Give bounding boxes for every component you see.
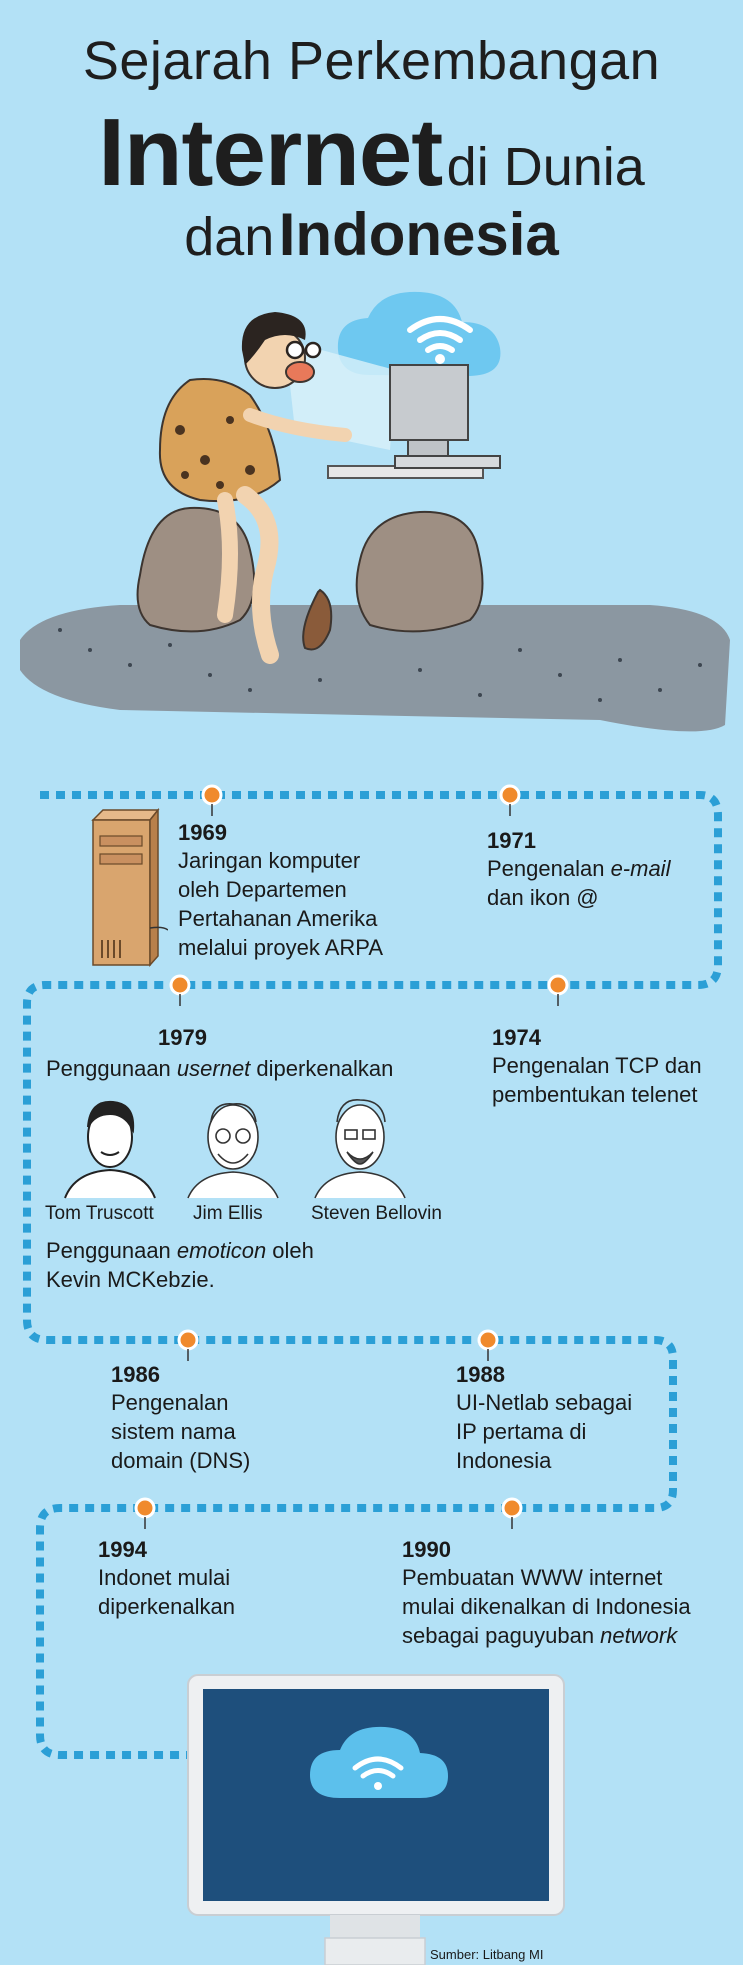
marker-1974 (549, 976, 567, 994)
title-indonesia: Indonesia (278, 201, 559, 268)
title-di-dunia: di Dunia (446, 137, 645, 197)
desc-1971-line2: dan ikon @ (487, 885, 599, 910)
desc-1969-line2: oleh Departemen (178, 877, 347, 902)
event-1994 (98, 1537, 235, 1621)
emoticon-line1: Penggunaan emoticon oleh (46, 1238, 314, 1263)
desc-1990-line3: sebagai paguyuban network (402, 1623, 678, 1648)
desc-1974-line1: Pengenalan TCP dan (492, 1053, 702, 1078)
event-1986 (111, 1362, 250, 1475)
title-line-1: Sejarah Perkembangan (82, 31, 661, 91)
desc-1988-line2: IP pertama di (456, 1419, 587, 1444)
desc-1994-line2: diperkenalkan (98, 1594, 235, 1619)
desc-1969-line3: Pertahanan Amerika (178, 906, 378, 931)
event-1969 (178, 820, 383, 962)
year-1986: 1986 (111, 1362, 160, 1387)
marker-1986 (179, 1331, 197, 1349)
desc-1986-line2: sistem nama (111, 1419, 236, 1444)
name-tom-truscott: Tom Truscott (45, 1203, 154, 1224)
desc-1969-line4: melalui proyek ARPA (178, 935, 384, 960)
emoticon-line2: Kevin MCKebzie. (46, 1267, 215, 1292)
portrait-tom-truscott (65, 1102, 155, 1198)
computer-tower-icon (88, 808, 168, 968)
desc-1969-line1: Jaringan komputer (178, 848, 361, 873)
name-steven-bellovin: Steven Bellovin (311, 1203, 442, 1224)
desc-1990-line2: mulai dikenalkan di Indonesia (402, 1594, 691, 1619)
marker-1979 (171, 976, 189, 994)
desc-1974-line2: pembentukan telenet (492, 1082, 698, 1107)
desc-1986-line3: domain (DNS) (111, 1448, 251, 1473)
marker-1990 (503, 1499, 521, 1517)
marker-1988 (479, 1331, 497, 1349)
monitor-illustration (0, 1670, 743, 1965)
desc-1990-line1: Pembuatan WWW internet (402, 1565, 663, 1590)
source-credit: Sumber: Litbang MI (430, 1947, 544, 1962)
marker-1994 (136, 1499, 154, 1517)
portrait-steven-bellovin (315, 1100, 405, 1198)
year-1988: 1988 (456, 1362, 505, 1387)
emoticon-note (46, 1236, 314, 1294)
year-1979: 1979 (158, 1025, 207, 1050)
title-internet: Internet (98, 99, 443, 206)
desc-1979: Penggunaan usernet diperkenalkan (46, 1056, 394, 1081)
desc-1994-line1: Indonet mulai (98, 1565, 231, 1590)
year-1974: 1974 (492, 1025, 541, 1050)
desc-1986-line1: Pengenalan (111, 1390, 229, 1415)
portrait-jim-ellis (188, 1104, 278, 1198)
desc-1988-line3: Indonesia (456, 1448, 552, 1473)
event-1990 (402, 1537, 691, 1650)
event-1971 (487, 828, 670, 912)
year-1969: 1969 (178, 820, 227, 845)
desc-1971-line1: Pengenalan e-mail (487, 856, 671, 881)
founders-portraits (55, 1092, 465, 1200)
year-1971: 1971 (487, 828, 536, 853)
desc-1988-line1: UI-Netlab sebagai (456, 1390, 633, 1415)
year-1990: 1990 (402, 1537, 451, 1562)
name-jim-ellis: Jim Ellis (193, 1203, 263, 1224)
title-dan: dan (184, 207, 275, 267)
marker-1969 (203, 786, 221, 804)
event-1974 (492, 1025, 702, 1109)
event-1988 (456, 1362, 632, 1475)
year-1994: 1994 (98, 1537, 147, 1562)
marker-1971 (501, 786, 519, 804)
